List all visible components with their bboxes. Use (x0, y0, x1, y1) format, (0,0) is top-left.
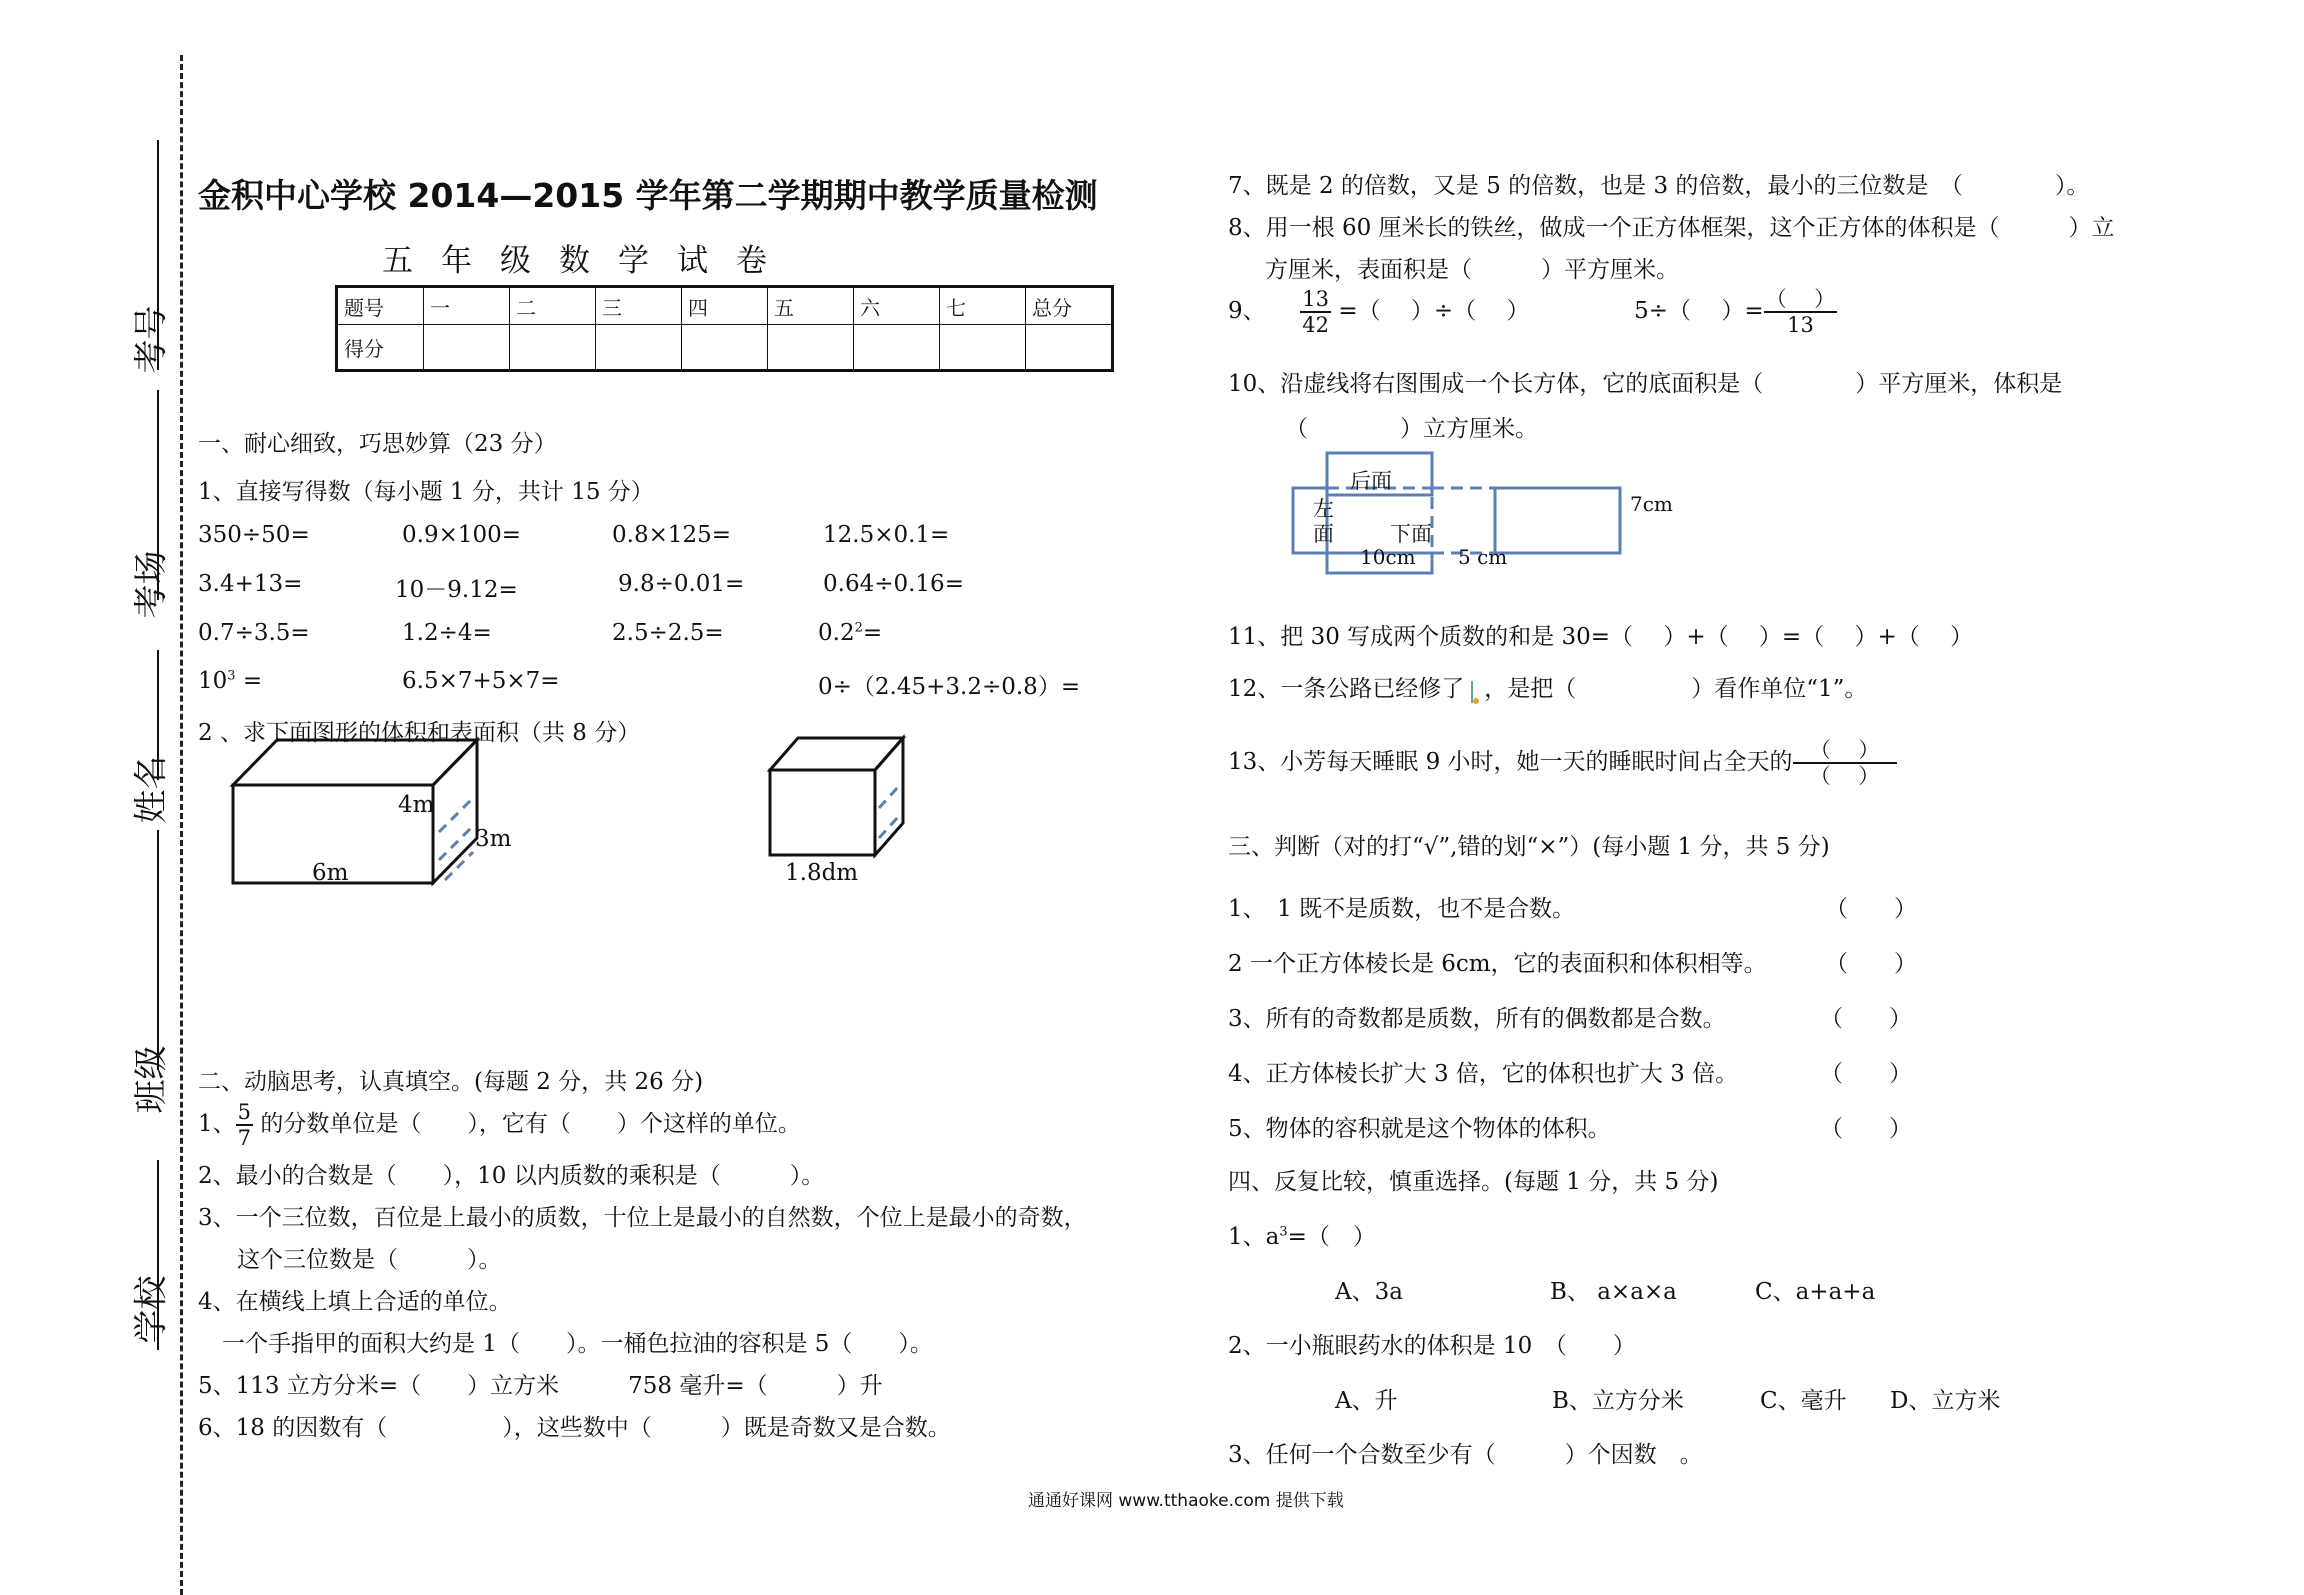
section-3-heading: 三、判断（对的打“√”,错的划“×”）(每小题 1 分，共 5 分) (1228, 834, 1830, 860)
choice-question-1 (1228, 1218, 1376, 1251)
calc-item: 0.8×125= (612, 522, 732, 548)
question-text: 5÷（ ）= (1634, 298, 1764, 324)
calc-exponent: 2 (854, 620, 863, 636)
score-input-cell[interactable] (854, 325, 940, 371)
cube-side-hatch (879, 786, 899, 808)
question-2-7: 7、既是 2 的倍数，又是 5 的倍数，也是 3 的倍数，最小的三位数是 （ ）。 (1228, 173, 2090, 199)
calc-item: 3.4+13= (198, 571, 303, 597)
judge-item-1: 1、 1 既不是质数，也不是合数。 (1228, 896, 1576, 922)
net-label-7cm: 7cm (1630, 492, 1673, 516)
choice-option[interactable]: D、立方米 (1890, 1388, 2001, 1414)
score-input-cell[interactable] (424, 325, 510, 371)
question-2-12 (1228, 670, 1867, 703)
calc-item: 350÷50= (198, 522, 310, 548)
net-label-5cm: 5 cm (1458, 545, 1508, 569)
exponent: 3 (1279, 1224, 1288, 1240)
footer-source: 通通好课网 www.tthaoke.com 提供下载 (1028, 1491, 1344, 1511)
score-cell: 题号 (337, 287, 424, 325)
label-xuexiao: 学校 (131, 1275, 172, 1344)
calc-equals: = (862, 620, 883, 646)
question-text: 12、一条公路已经修了 (1228, 676, 1465, 702)
score-input-cell[interactable] (596, 325, 682, 371)
question-number: 1、 (198, 1111, 236, 1137)
calc-item: 6.5×7+5×7= (402, 668, 560, 694)
question-2-9 (1228, 287, 1837, 337)
cuboid-height-label: 4m (398, 792, 435, 818)
fraction-numerator: 13 (1302, 287, 1329, 311)
judge-item-2: 2 一个正方体棱长是 6cm，它的表面积和体积相等。 (1228, 951, 1767, 977)
score-table-score-row (337, 325, 1113, 371)
calc-item: 2.5÷2.5= (612, 620, 724, 646)
question-2-5: 5、113 立方分米=（ ）立方米 758 毫升=（ ）升 (198, 1373, 883, 1399)
question-2-13 (1228, 738, 1897, 788)
question-text: 13、小芳每天睡眠 9 小时，她一天的睡眠时间占全天的 (1228, 749, 1793, 775)
cube-side-hatch (879, 816, 899, 838)
score-cell: 六 (854, 287, 940, 325)
question-text: ，是把（ ）看作单位“1”。 (1484, 676, 1868, 702)
cuboid-side-face (433, 740, 477, 883)
calc-item: 12.5×0.1= (823, 522, 950, 548)
choice-option[interactable]: B、立方分米 (1552, 1388, 1684, 1414)
question-text: =（ ） (1287, 1224, 1376, 1250)
question-2-11: 11、把 30 写成两个质数的和是 30=（ ）+（ ）=（ ）+（ ） (1228, 624, 1974, 650)
choice-option[interactable]: B、 a×a×a (1550, 1279, 1677, 1305)
score-cell: 五 (768, 287, 854, 325)
choice-question-3: 3、任何一个合数至少有（ ）个因数 。 (1228, 1442, 1703, 1468)
section-1-1-heading: 1、直接写得数（每小题 1 分，共计 15 分） (198, 479, 654, 505)
question-2-10-cont: （ ）立方厘米。 (1285, 416, 1538, 442)
cube-top-face (770, 738, 903, 770)
fraction-13-42 (1300, 287, 1331, 337)
question-text: 的分数单位是（ ），它有（ ）个这样的单位。 (260, 1111, 801, 1137)
calc-item-square (818, 620, 882, 646)
section-4-heading: 四、反复比较，慎重选择。(每题 1 分，共 5 分) (1228, 1169, 1719, 1195)
score-cell: 二 (510, 287, 596, 325)
fraction-5-7 (236, 1100, 253, 1150)
question-2-6: 6、18 的因数有（ ），这些数中（ ）既是奇数又是合数。 (198, 1415, 951, 1441)
calc-item-cube (198, 668, 262, 694)
question-text: 1、a (1228, 1224, 1280, 1250)
score-cell: 四 (682, 287, 768, 325)
question-2-4-cont: 一个手指甲的面积大约是 1（ ）。一桶色拉油的容积是 5（ ）。 (222, 1331, 933, 1357)
net-label-left-1: 左 (1313, 497, 1334, 521)
section-2-heading: 二、动脑思考，认真填空。(每题 2 分，共 26 分) (198, 1069, 704, 1095)
label-xingming: 姓名 (131, 755, 172, 824)
calc-base: 0.2 (818, 620, 855, 646)
choice-question-2: 2、一小瓶眼药水的体积是 10 （ ） (1228, 1333, 1636, 1359)
exam-title: 金积中心学校 2014—2015 学年第二学期期中教学质量检测 (198, 176, 1098, 215)
choice-option[interactable]: A、3a (1335, 1279, 1403, 1305)
judge-answer-paren[interactable]: （ ） (1825, 951, 1917, 977)
question-2-1 (198, 1100, 801, 1150)
fraction-denominator: 42 (1302, 313, 1329, 337)
margin-line-banji (157, 830, 159, 1070)
calc-item: 0.7÷3.5= (198, 620, 310, 646)
question-2-3: 3、一个三位数，百位是上最小的质数，十位上是最小的自然数，个位上是最小的奇数， (198, 1205, 1087, 1231)
question-text: =（ ）÷（ ） (1338, 298, 1530, 324)
section-1-2-heading: 2 、求下面图形的体积和表面积（共 8 分） (198, 720, 641, 746)
judge-answer-paren[interactable]: （ ） (1820, 1061, 1912, 1087)
score-input-cell[interactable] (1026, 325, 1113, 371)
score-input-cell[interactable] (682, 325, 768, 371)
score-input-cell[interactable] (510, 325, 596, 371)
fraction-denominator: 13 (1787, 313, 1814, 337)
judge-answer-paren[interactable]: （ ） (1825, 896, 1917, 922)
fraction-blank (1793, 738, 1897, 788)
net-label-left-2: 面 (1313, 522, 1334, 546)
calc-equals: = (235, 668, 263, 694)
judge-item-3: 3、所有的奇数都是质数，所有的偶数都是合数。 (1228, 1006, 1726, 1032)
cuboid-side-hatch (439, 800, 471, 832)
cuboid-length-label: 6m (312, 860, 349, 886)
score-input-cell[interactable] (768, 325, 854, 371)
net-right-face (1495, 488, 1620, 553)
fraction-numerator: （ ） (1765, 287, 1836, 311)
judge-item-5: 5、物体的容积就是这个物体的体积。 (1228, 1116, 1611, 1142)
question-2-4: 4、在横线上填上合适的单位。 (198, 1289, 512, 1315)
judge-item-4: 4、正方体棱长扩大 3 倍，它的体积也扩大 3 倍。 (1228, 1061, 1739, 1087)
net-label-back: 后面 (1350, 469, 1392, 493)
question-2-8: 8、用一根 60 厘米长的铁丝，做成一个正方体框架，这个正方体的体积是（ ）立 (1228, 215, 2115, 241)
label-kaochang: 考场 (131, 550, 172, 619)
choice-option[interactable]: A、升 (1335, 1388, 1398, 1414)
question-2-8-cont: 方厘米，表面积是（ ）平方厘米。 (1265, 257, 1679, 283)
score-cell: 三 (596, 287, 682, 325)
score-table-header-row (337, 287, 1113, 325)
calc-item: 10－9.12= (395, 577, 518, 603)
cuboid-side-hatch (439, 828, 471, 860)
label-banji: 班级 (131, 1045, 172, 1114)
calc-base: 10 (198, 668, 228, 694)
fraction-numerator: 5 (237, 1100, 252, 1124)
fraction-numerator: （ ） (1793, 738, 1897, 764)
section-1-heading: 一、耐心细致，巧思妙算（23 分） (198, 431, 557, 457)
calc-item: 0.9×100= (402, 522, 522, 548)
question-2-2: 2、最小的合数是（ ），10 以内质数的乘积是（ ）。 (198, 1163, 825, 1189)
judge-answer-paren[interactable]: （ ） (1820, 1116, 1912, 1142)
calc-item: 0.64÷0.16= (823, 571, 964, 597)
judge-answer-paren[interactable]: （ ） (1820, 1006, 1912, 1032)
score-row-label: 得分 (337, 325, 424, 371)
cube-figure (765, 730, 925, 860)
blurred-fraction-mark (1464, 679, 1484, 701)
question-2-10: 10、沿虚线将右图围成一个长方体，它的底面积是（ ）平方厘米，体积是 (1228, 371, 2063, 397)
calc-exponent: 3 (227, 668, 236, 684)
fraction-blank-13 (1764, 287, 1838, 337)
cuboid-figure (225, 730, 495, 890)
net-label-bottom: 下面 (1390, 522, 1432, 546)
cube-edge-label: 1.8dm (785, 860, 859, 886)
choice-option[interactable]: C、a+a+a (1755, 1279, 1876, 1305)
fraction-denominator: 7 (237, 1126, 252, 1150)
calc-item: 9.8÷0.01= (618, 571, 745, 597)
cube-front-face (770, 770, 875, 855)
score-table (335, 285, 1114, 372)
cuboid-width-label: 3m (475, 826, 512, 852)
score-cell: 七 (940, 287, 1026, 325)
score-cell: 一 (424, 287, 510, 325)
label-kaohao: 考号 (131, 305, 172, 374)
exam-subtitle: 五年级数学试卷 (382, 243, 795, 279)
fraction-denominator: （ ） (1809, 764, 1880, 788)
choice-option[interactable]: C、毫升 (1760, 1388, 1847, 1414)
calc-item: 0÷（2.45+3.2÷0.8）= (818, 674, 1081, 700)
net-label-10cm: 10cm (1360, 545, 1416, 569)
calc-item: 1.2÷4= (402, 620, 492, 646)
score-input-cell[interactable] (940, 325, 1026, 371)
score-cell: 总分 (1026, 287, 1113, 325)
question-2-3-cont: 这个三位数是（ ）。 (237, 1247, 502, 1273)
binding-dashed-line (180, 55, 183, 1595)
question-number: 9、 (1228, 298, 1266, 324)
